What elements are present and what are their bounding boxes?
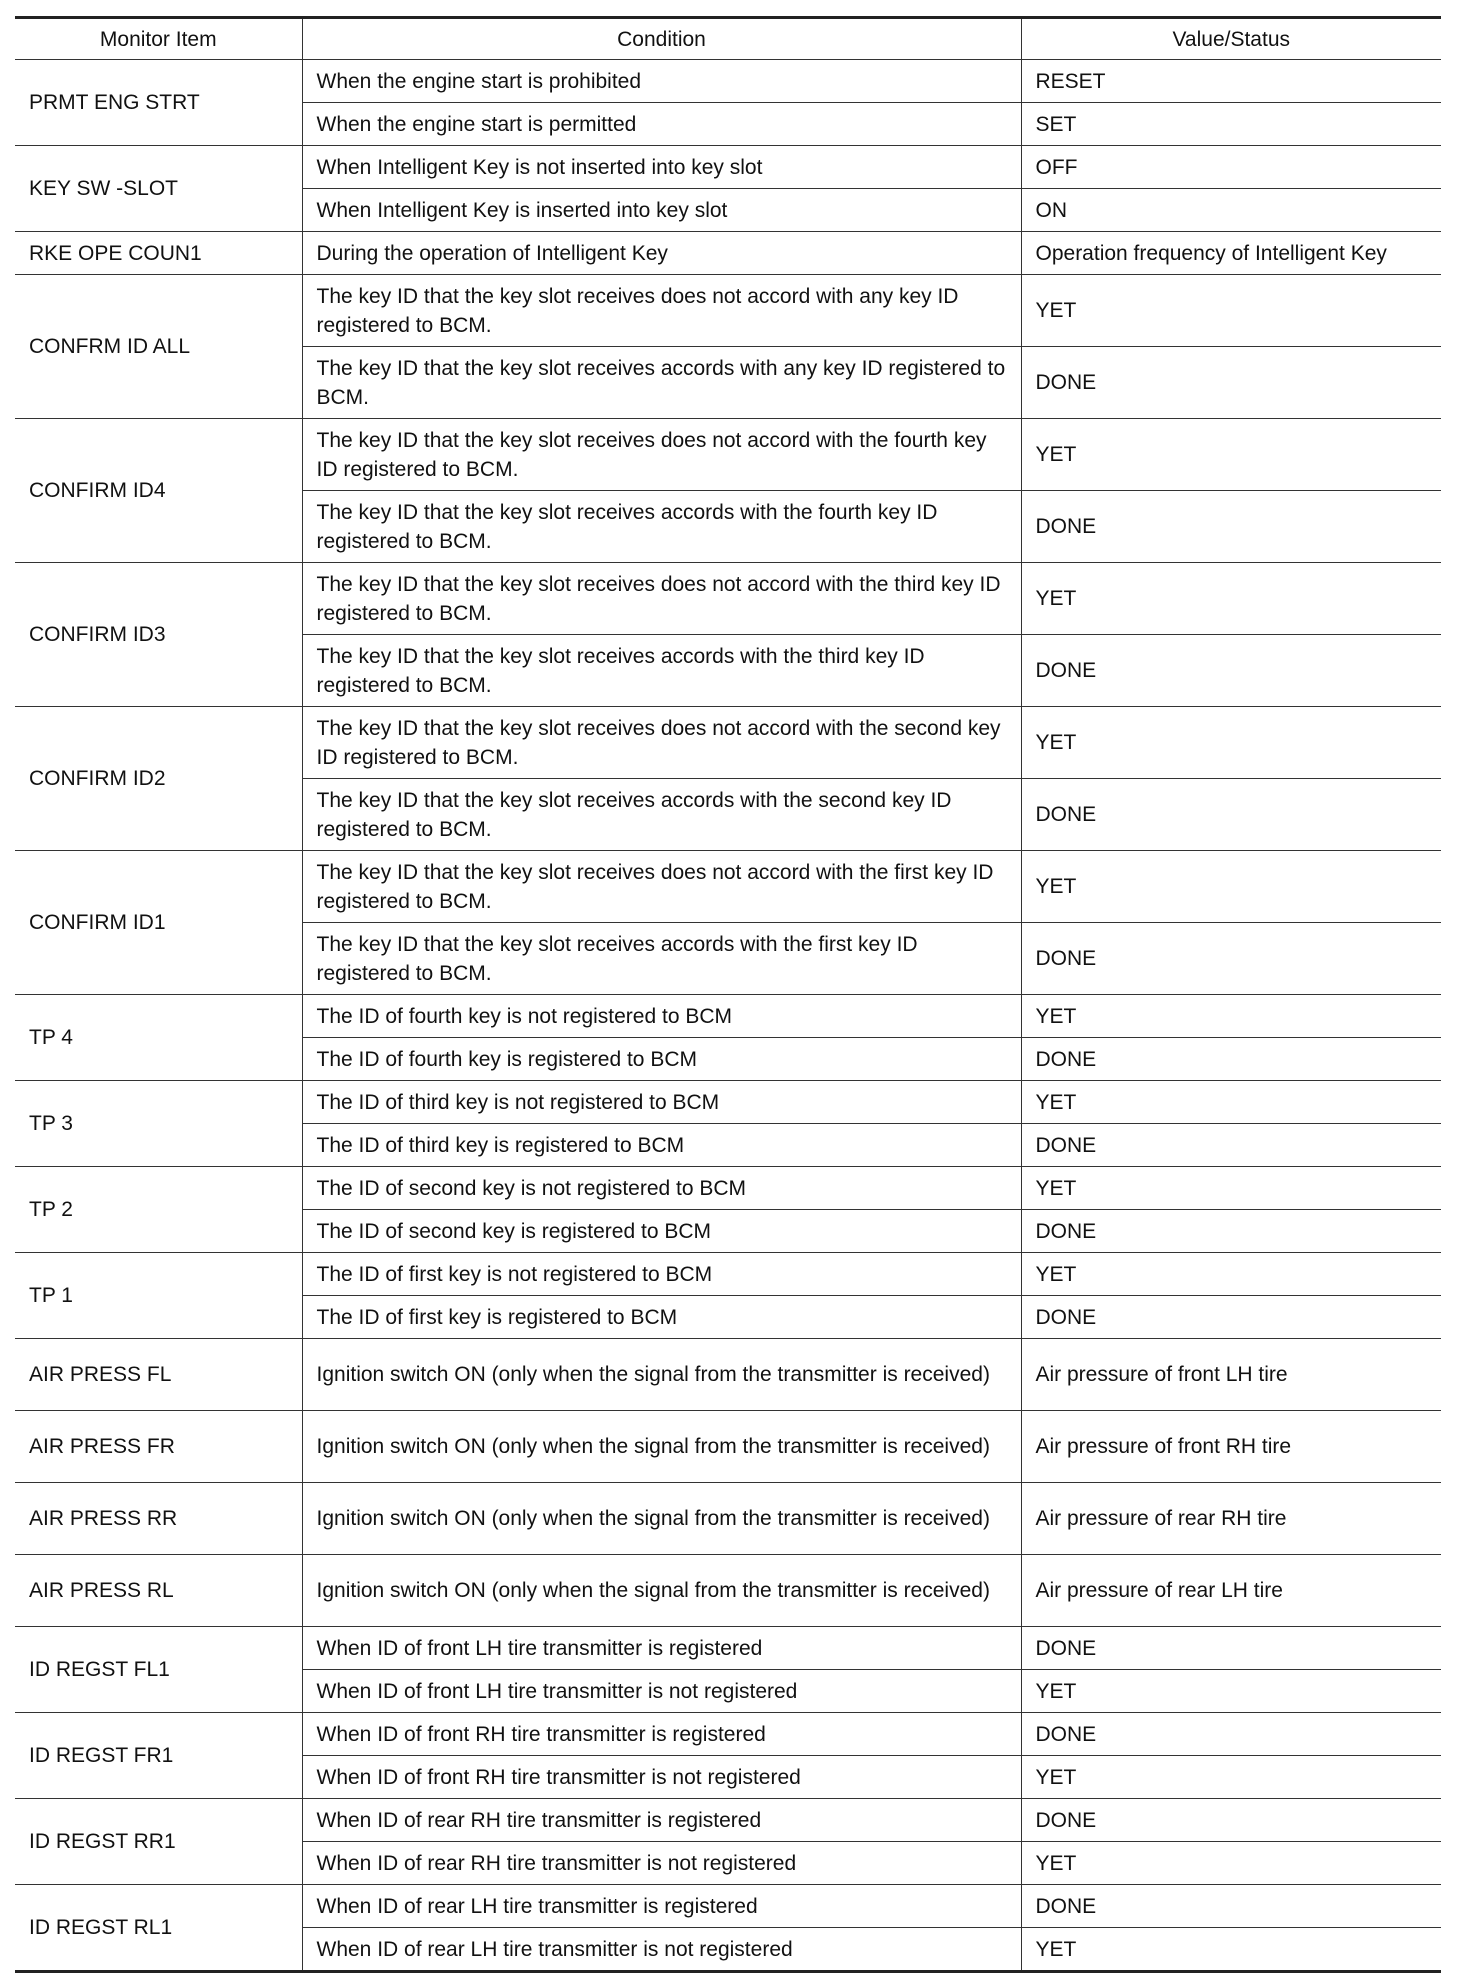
value-status-cell: Air pressure of rear RH tire [1021, 1483, 1441, 1555]
condition-text: When ID of front LH tire transmitter is not registered [316, 1679, 798, 1703]
condition-text: The ID of third key is registered to BCM [316, 1133, 685, 1157]
monitor-item-cell: AIR PRESS RR [15, 1483, 302, 1555]
value-status-cell: DONE [1021, 1627, 1441, 1670]
monitor-item-table [15, 16, 1441, 1973]
condition-text: The ID of first key is not registered to BCM [316, 1262, 713, 1286]
value-status-cell: YET [1021, 1928, 1441, 1972]
table-row [15, 1339, 1441, 1411]
header-monitor-item: Monitor Item [15, 18, 302, 60]
condition-cell [302, 491, 1021, 563]
condition-cell [302, 635, 1021, 707]
condition-text: During the operation of Intelligent Key [316, 241, 668, 265]
condition-text: Ignition switch ON (only when the signal from the transmitter is received) [316, 1435, 990, 1458]
header-row [15, 18, 1441, 60]
table-row [15, 1411, 1441, 1483]
condition-text: The key ID that the key slot receives accords with the fourth key ID registered to BCM. [316, 500, 938, 553]
value-status-cell: DONE [1021, 347, 1441, 419]
condition-text: The key ID that the key slot receives does not accord with the second key ID registered to BCM. [316, 716, 1001, 769]
value-status-cell: DONE [1021, 1038, 1441, 1081]
table-row [15, 1253, 1441, 1296]
table-row [15, 146, 1441, 189]
value-status-cell: YET [1021, 1253, 1441, 1296]
monitor-item-cell: ID REGST RL1 [15, 1885, 302, 1972]
monitor-item-cell: AIR PRESS FR [15, 1411, 302, 1483]
value-status-cell: YET [1021, 995, 1441, 1038]
monitor-item-cell: CONFIRM ID1 [15, 851, 302, 995]
condition-cell [302, 146, 1021, 189]
monitor-item-cell: AIR PRESS FL [15, 1339, 302, 1411]
value-status-cell: Air pressure of front RH tire [1021, 1411, 1441, 1483]
condition-cell [302, 1555, 1021, 1627]
condition-cell [302, 1081, 1021, 1124]
condition-text: When ID of front RH tire transmitter is not registered [316, 1765, 801, 1789]
condition-cell [302, 419, 1021, 491]
condition-text: The key ID that the key slot receives accords with the third key ID registered to BCM. [316, 644, 925, 697]
value-status-cell: DONE [1021, 1799, 1441, 1842]
value-status-cell: Operation frequency of Intelligent Key [1021, 232, 1441, 275]
condition-text: The ID of third key is not registered to BCM [316, 1090, 720, 1114]
condition-text: When ID of rear RH tire transmitter is registered [316, 1808, 762, 1832]
monitor-item-cell: ID REGST RR1 [15, 1799, 302, 1885]
condition-cell [302, 103, 1021, 146]
value-status-cell: Air pressure of front LH tire [1021, 1339, 1441, 1411]
value-status-cell: DONE [1021, 923, 1441, 995]
table-row [15, 1713, 1441, 1756]
value-status-cell: ON [1021, 189, 1441, 232]
value-status-cell: DONE [1021, 1296, 1441, 1339]
value-status-cell: OFF [1021, 146, 1441, 189]
value-status-cell: YET [1021, 1081, 1441, 1124]
condition-text: The key ID that the key slot receives accords with any key ID registered to BCM. [316, 356, 1006, 409]
condition-text: The key ID that the key slot receives does not accord with any key ID registered to BCM. [316, 284, 959, 337]
monitor-item-cell: CONFRM ID ALL [15, 275, 302, 419]
table-row [15, 1167, 1441, 1210]
monitor-item-cell: RKE OPE COUN1 [15, 232, 302, 275]
table-row [15, 1483, 1441, 1555]
condition-text: When ID of rear LH tire transmitter is not registered [316, 1937, 793, 1961]
table-row [15, 1555, 1441, 1627]
condition-text: When ID of rear RH tire transmitter is not registered [316, 1851, 797, 1875]
value-status-cell: YET [1021, 1167, 1441, 1210]
condition-text: When ID of rear LH tire transmitter is registered [316, 1894, 758, 1918]
condition-cell [302, 1167, 1021, 1210]
condition-cell [302, 851, 1021, 923]
condition-cell [302, 1296, 1021, 1339]
header-value-status: Value/Status [1021, 18, 1441, 60]
table-row [15, 1627, 1441, 1670]
condition-cell [302, 1885, 1021, 1928]
condition-text: When Intelligent Key is not inserted into key slot [316, 155, 763, 179]
monitor-item-cell: TP 1 [15, 1253, 302, 1339]
condition-text: Ignition switch ON (only when the signal from the transmitter is received) [316, 1507, 990, 1530]
condition-cell [302, 1627, 1021, 1670]
value-status-cell: DONE [1021, 1124, 1441, 1167]
table-row [15, 232, 1441, 275]
value-status-cell: DONE [1021, 1210, 1441, 1253]
condition-cell [302, 1253, 1021, 1296]
table-row [15, 851, 1441, 923]
monitor-item-cell: CONFIRM ID4 [15, 419, 302, 563]
condition-cell [302, 995, 1021, 1038]
condition-cell [302, 707, 1021, 779]
condition-cell [302, 1928, 1021, 1972]
condition-text: The key ID that the key slot receives does not accord with the first key ID registered to BCM. [316, 860, 994, 913]
condition-cell [302, 1124, 1021, 1167]
value-status-cell: DONE [1021, 779, 1441, 851]
condition-text: The key ID that the key slot receives accords with the second key ID registered to BCM. [316, 788, 952, 841]
value-status-cell: YET [1021, 851, 1441, 923]
condition-cell [302, 563, 1021, 635]
condition-cell [302, 779, 1021, 851]
table-body [15, 60, 1441, 1972]
condition-cell [302, 1210, 1021, 1253]
condition-text: The key ID that the key slot receives does not accord with the fourth key ID registered to BCM. [316, 428, 987, 481]
monitor-item-cell: KEY SW -SLOT [15, 146, 302, 232]
table-row [15, 419, 1441, 491]
condition-cell [302, 347, 1021, 419]
condition-cell [302, 189, 1021, 232]
monitor-item-cell: ID REGST FR1 [15, 1713, 302, 1799]
table-row [15, 1799, 1441, 1842]
value-status-cell: DONE [1021, 1885, 1441, 1928]
condition-cell [302, 1670, 1021, 1713]
condition-cell [302, 1339, 1021, 1411]
monitor-item-cell: AIR PRESS RL [15, 1555, 302, 1627]
table-row [15, 1885, 1441, 1928]
monitor-item-cell: TP 4 [15, 995, 302, 1081]
value-status-cell: YET [1021, 563, 1441, 635]
condition-cell [302, 1483, 1021, 1555]
condition-text: The key ID that the key slot receives does not accord with the third key ID registered to BCM. [316, 572, 1001, 625]
condition-cell [302, 60, 1021, 103]
value-status-cell: Air pressure of rear LH tire [1021, 1555, 1441, 1627]
condition-cell [302, 232, 1021, 275]
value-status-cell: RESET [1021, 60, 1441, 103]
condition-text: Ignition switch ON (only when the signal from the transmitter is received) [316, 1363, 990, 1386]
table-row [15, 275, 1441, 347]
monitor-item-cell: TP 3 [15, 1081, 302, 1167]
condition-cell [302, 923, 1021, 995]
condition-text: When Intelligent Key is inserted into key slot [316, 198, 728, 222]
condition-text: Ignition switch ON (only when the signal from the transmitter is received) [316, 1579, 990, 1602]
condition-text: The ID of fourth key is registered to BCM [316, 1047, 697, 1071]
condition-text: When ID of front RH tire transmitter is registered [316, 1722, 766, 1746]
condition-text: The ID of second key is not registered to BCM [316, 1176, 747, 1200]
monitor-item-cell: CONFIRM ID2 [15, 707, 302, 851]
condition-text: The ID of second key is registered to BCM [316, 1219, 711, 1243]
condition-cell [302, 1842, 1021, 1885]
value-status-cell: YET [1021, 1842, 1441, 1885]
value-status-cell: YET [1021, 1756, 1441, 1799]
condition-text: The ID of fourth key is not registered to BCM [316, 1004, 733, 1028]
table-row [15, 707, 1441, 779]
table-row [15, 1081, 1441, 1124]
value-status-cell: YET [1021, 1670, 1441, 1713]
condition-text: When ID of front LH tire transmitter is registered [316, 1636, 763, 1660]
value-status-cell: YET [1021, 275, 1441, 347]
condition-text: The ID of first key is registered to BCM [316, 1305, 678, 1329]
condition-text: When the engine start is prohibited [316, 69, 642, 93]
document-page [15, 16, 1441, 1973]
condition-cell [302, 1038, 1021, 1081]
value-status-cell: DONE [1021, 491, 1441, 563]
monitor-item-cell: ID REGST FL1 [15, 1627, 302, 1713]
table-row [15, 995, 1441, 1038]
monitor-item-cell: PRMT ENG STRT [15, 60, 302, 146]
condition-text: The key ID that the key slot receives accords with the first key ID registered to BCM. [316, 932, 918, 985]
monitor-item-cell: TP 2 [15, 1167, 302, 1253]
value-status-cell: SET [1021, 103, 1441, 146]
value-status-cell: DONE [1021, 1713, 1441, 1756]
table-row [15, 563, 1441, 635]
condition-cell [302, 1713, 1021, 1756]
value-status-cell: DONE [1021, 635, 1441, 707]
condition-text: When the engine start is permitted [316, 112, 637, 136]
condition-cell [302, 1756, 1021, 1799]
value-status-cell: YET [1021, 419, 1441, 491]
monitor-item-cell: CONFIRM ID3 [15, 563, 302, 707]
condition-cell [302, 275, 1021, 347]
condition-cell [302, 1411, 1021, 1483]
header-condition: Condition [302, 18, 1021, 60]
value-status-cell: YET [1021, 707, 1441, 779]
condition-cell [302, 1799, 1021, 1842]
table-header [15, 18, 1441, 60]
table-row [15, 60, 1441, 103]
